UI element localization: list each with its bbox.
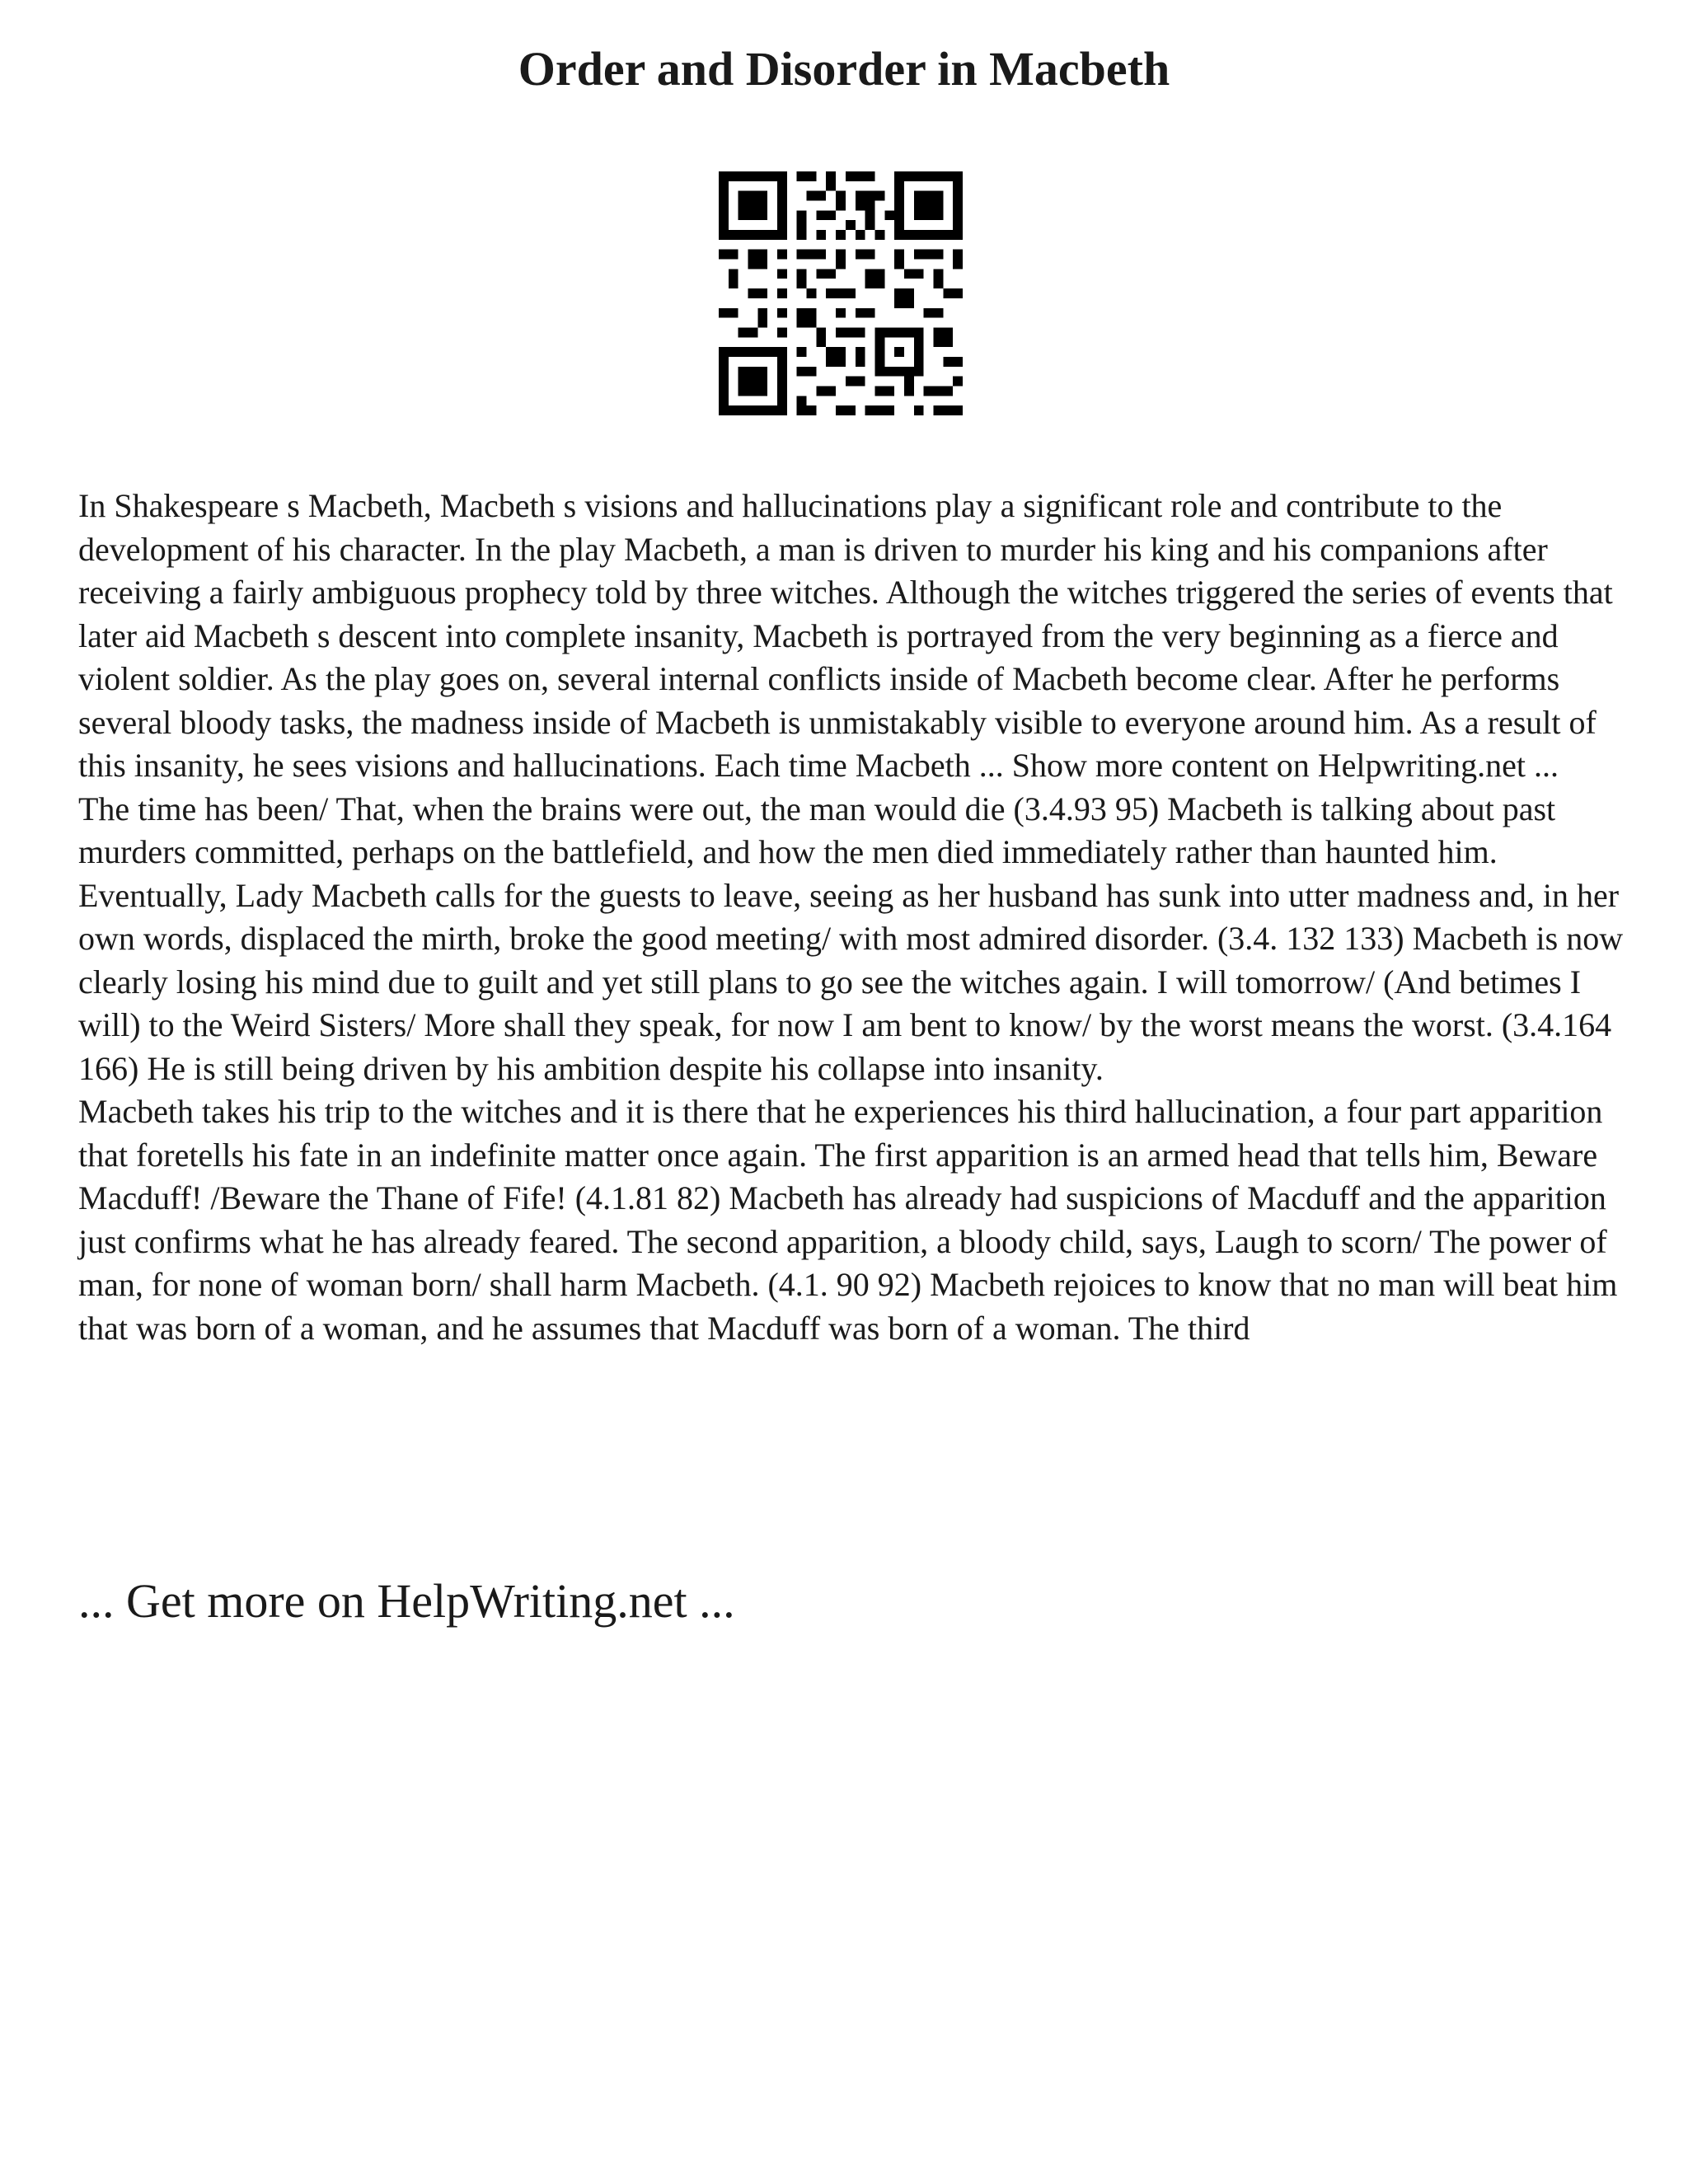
paragraph-4: Macbeth takes his trip to the witches and it is there that he experiences his third hallucination, a four part apparition that foretells his fate in an indefinite matter once again. The first apparition is an armed head that tells him, Beware Macduff! /Beware the Thane of Fife! (4.1.81 82) Macbeth has already had suspicions of Macduff and the apparition just confirms what he has already feared. The second apparition, a bloody child, says, Laugh to scorn/ The power of man, for none of woman born/ shall harm Macbeth. (4.1. 90 92) Macbeth rejoices to know that no man will beat him that was born of a woman, and he assumes that Macduff was born of a woman. The third: [78, 1093, 1618, 1347]
paragraph-1: In Shakespeare s Macbeth, Macbeth s visions and hallucinations play a significant role and contribute to the development of his character. In the play Macbeth, a man is driven to murder his king and his companions after receiving a fairly ambiguous prophecy told by three witches. Although the witches triggered the series of events that later aid Macbeth s descent into complete insanity, Macbeth is portrayed from the very beginning as a fierce and violent soldier. As the play goes on, several internal conflicts inside of Macbeth become clear. After he performs several bloody tasks, the madness inside of Macbeth is unmistakably visible to everyone around him. As a result of this insanity, he sees visions and hallucinations. Each time Macbeth ... Show more content on Helpwriting.net ...: [78, 487, 1613, 784]
qr-code-icon[interactable]: [719, 171, 963, 415]
paragraph-3: Eventually, Lady Macbeth calls for the guests to leave, seeing as her husband has sunk into utter madness and, in her own words, displaced the mirth, broke the good meeting/ with most admired disorder. (3.4. 132 133) Macbeth is now clearly losing his mind due to guilt and yet still plans to go see the witches again. I will tomorrow/ (And betimes I will) to the Weird Sisters/ More shall they speak, for now I am bent to know/ by the worst means the worst. (3.4.164 166) He is still being driven by his ambition despite his collapse into insanity.: [78, 876, 1624, 1087]
qr-code-graphic: [719, 171, 963, 415]
paragraph-2: The time has been/ That, when the brains were out, the man would die (3.4.93 95) Macbeth is talking about past murders committed, perhaps on the battlefield, and how the men died immediately rather than haunted him.: [78, 790, 1556, 870]
article-body: [78, 485, 1628, 1350]
page-title: Order and Disorder in Macbeth: [518, 42, 1170, 96]
get-more-link[interactable]: ... Get more on HelpWriting.net ...: [78, 1574, 735, 1628]
